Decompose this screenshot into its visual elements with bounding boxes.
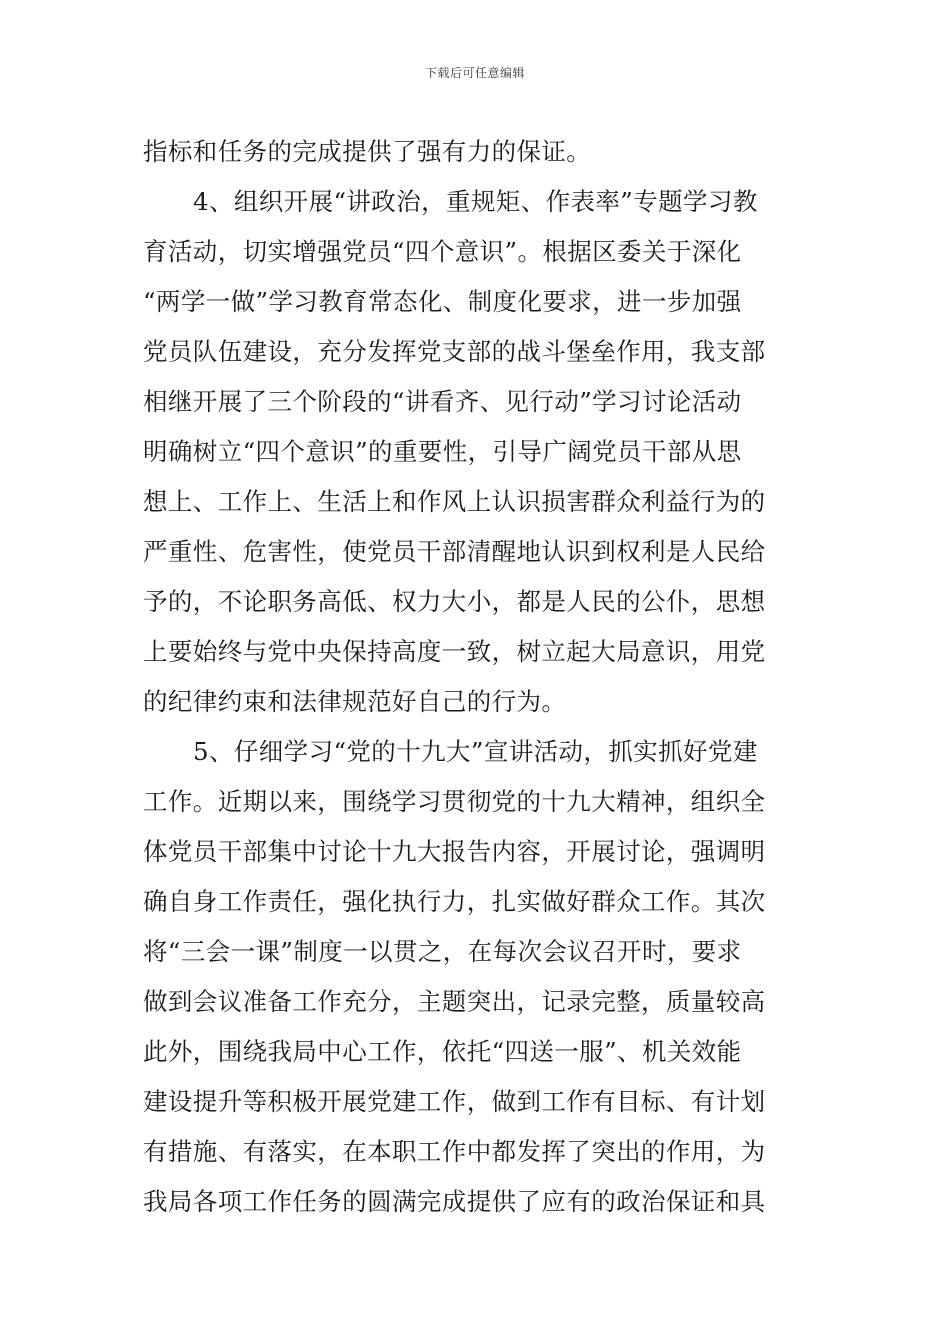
text-line: 指标和任务的完成提供了强有力的保证。 — [143, 137, 592, 166]
document-body — [143, 127, 813, 1227]
text-line: 我局各项工作任务的圆满完成提供了应有的政治保证和具 — [143, 1187, 766, 1216]
text-line: 工作。近期以来，围绕学习贯彻党的十九大精神，组织全 — [143, 787, 766, 816]
text-line: 5、仔细学习“党的十九大”宣讲活动，抓实抓好党建 — [193, 737, 758, 766]
text-line: 党员队伍建设，充分发挥党支部的战斗堡垒作用，我支部 — [143, 337, 766, 366]
text-line: 有措施、有落实，在本职工作中都发挥了突出的作用，为 — [143, 1137, 766, 1166]
text-line: 4、组织开展“讲政治，重规矩、作表率”专题学习教 — [193, 187, 758, 216]
text-line: 育活动，切实增强党员“四个意识”。根据区委关于深化 — [143, 237, 742, 266]
text-line: 建设提升等积极开展党建工作，做到工作有目标、有计划 — [143, 1087, 766, 1116]
text-line: 严重性、危害性，使党员干部清醒地认识到权利是人民给 — [143, 537, 766, 566]
text-line: 予的，不论职务高低、权力大小，都是人民的公仆，思想 — [143, 587, 766, 616]
text-line: 上要始终与党中央保持高度一致，树立起大局意识，用党 — [143, 637, 766, 666]
text-line: 明确树立“四个意识”的重要性，引导广阔党员干部从思 — [143, 437, 742, 466]
text-line: 体党员干部集中讨论十九大报告内容，开展讨论，强调明 — [143, 837, 766, 866]
text-line: 确自身工作责任，强化执行力，扎实做好群众工作。其次 — [143, 887, 766, 916]
text-line: 想上、工作上、生活上和作风上认识损害群众利益行为的 — [143, 487, 766, 516]
text-line: 做到会议准备工作充分，主题突出，记录完整，质量较高 — [143, 987, 766, 1016]
text-line: 相继开展了三个阶段的“讲看齐、见行动”学习讨论活动 — [143, 387, 742, 416]
text-line: 此外，围绕我局中心工作，依托“四送一服”、机关效能 — [143, 1037, 742, 1066]
text-line: “两学一做”学习教育常态化、制度化要求，进一步加强 — [143, 287, 742, 316]
text-line: 的纪律约束和法律规范好自己的行为。 — [143, 687, 567, 716]
text-line: 将“三会一课”制度一以贯之，在每次会议召开时，要求 — [143, 937, 742, 966]
page-header: 下载后可任意编辑 — [424, 66, 525, 80]
